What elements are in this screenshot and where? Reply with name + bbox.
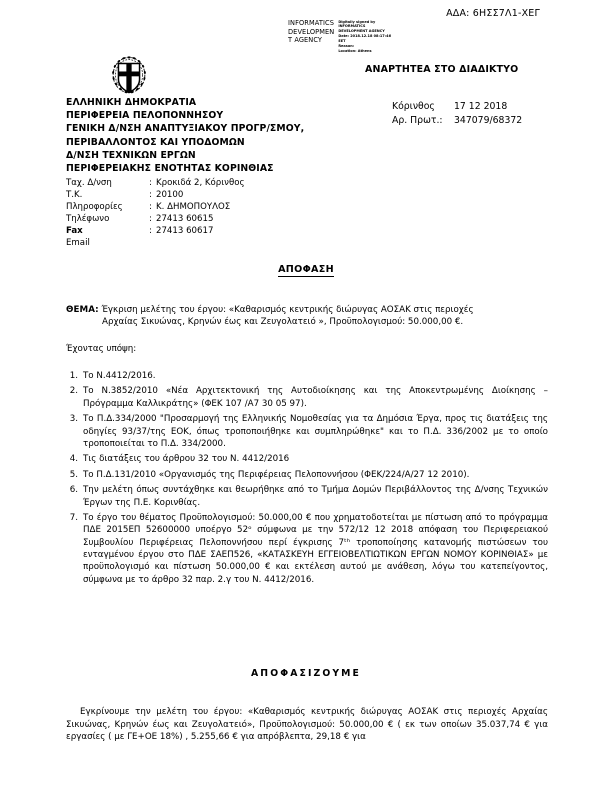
contact-label: Πληροφορίες (66, 202, 123, 213)
hellenic-republic-coat-of-arms-icon (107, 52, 151, 98)
subject-label: ΘΕΜΑ: (66, 305, 99, 315)
list-item-text: Το Ν.3852/2010 «Νέα Αρχιτεκτονική της Αυτοδιοίκησης και της Αποκεντρωμένης Διοίκησης – Πρόγραμμα Καλλικράτης» (ΦΕΚ 107 /Α7 30 05 97). (83, 386, 548, 409)
stamp-signature-details (338, 19, 391, 54)
list-item-number: 4. (69, 454, 78, 465)
list-item-number: 6. (69, 485, 78, 496)
list-item-text: Το Π.Δ.334/2000 "Προσαρμογή της Ελληνικής Νομοθεσίας για τα Δημόσια Έργα, προς τις διατάξεις της οδηγίες 93/37/της ΕΟΚ, όπως τροποποιήθηκε και συμπληρώθηκε" και το Π.Δ. 336/2002 με το οποίο τροποποιείται το Π.Δ. 334/2000. (83, 414, 548, 449)
contact-row (66, 189, 245, 201)
stamp-agency-line-3: T AGENCY (288, 36, 323, 45)
stamp-detail-line-1: Digitally signed by (338, 19, 376, 24)
list-item-text: Τις διατάξεις του άρθρου 32 του Ν. 4412/2016 (83, 454, 290, 465)
contact-separator: : (149, 202, 152, 213)
ada-code: ΑΔΑ: 6ΗΣΣ7Λ1-ΧΕΓ (446, 8, 540, 19)
list-item (66, 469, 548, 481)
list-item-number: 2. (69, 386, 78, 397)
page-title-text: ΑΠΟΦΑΣΗ (278, 264, 334, 275)
list-item (66, 370, 548, 382)
considerations-list (66, 370, 548, 589)
contact-value: 27413 60617 (156, 226, 214, 237)
authority-header (66, 96, 304, 175)
contact-value: Κ. ΔΗΜΟΠΟΥΛΟΣ (156, 202, 231, 213)
list-item-text: Την μελέτη όπως συντάχθηκε και θεωρήθηκε από το Τμήμα Δομών Περιβάλλοντος της Δ/νσης Τεχνικών Έργων της Π.Ε. Κορινθίας. (83, 485, 548, 508)
contact-details (66, 177, 245, 250)
list-item-number: 5. (69, 469, 78, 480)
stamp-detail-line-2: INFORMATICS (338, 24, 366, 29)
stamp-detail-line-3: DEVELOPMENT AGENCY (338, 29, 385, 34)
contact-row (66, 237, 245, 249)
protocol-number: 347079/68372 (454, 115, 523, 126)
stamp-detail-line-5: EET (338, 39, 346, 44)
contact-value: 20100 (156, 190, 184, 201)
contact-label: Τηλέφωνο (66, 214, 110, 225)
contact-separator: : (149, 178, 152, 188)
stamp-detail-line-6: Reason: (338, 44, 355, 49)
issue-place: Κόρινθος (392, 101, 435, 112)
authority-line-4: ΠΕΡΙΒΑΛΛΟΝΤΟΣ ΚΑΙ ΥΠΟΔΟΜΩΝ (66, 136, 245, 148)
preamble-text: Έχοντας υπόψη: (66, 344, 137, 354)
authority-line-5: Δ/ΝΣΗ ΤΕΧΝΙΚΩΝ ΕΡΓΩΝ (66, 149, 196, 161)
list-item (66, 413, 548, 450)
contact-label: Email (66, 238, 90, 249)
contact-row (66, 213, 245, 225)
contact-value: 27413 60615 (156, 214, 214, 225)
contact-row (66, 225, 245, 237)
subject-block (66, 304, 548, 329)
contact-separator (149, 237, 156, 249)
digital-signature-stamp (288, 19, 391, 54)
stamp-detail-line-7: Location: Athens (338, 49, 372, 54)
contact-separator: : (149, 226, 152, 237)
authority-line-1: ΕΛΛΗΝΙΚΗ ΔΗΜΟΚΡΑΤΙΑ (66, 97, 197, 108)
contact-separator: : (149, 214, 152, 225)
list-item-text: Το Π.Δ.131/2010 «Οργανισμός της Περιφέρειας Πελοποννήσου (ΦΕΚ/224/Α/27 12 2010). (83, 469, 470, 480)
list-item-text: Το Ν.4412/2016. (83, 371, 156, 381)
list-item-number: 3. (69, 414, 78, 425)
subject-text-line-2: Αρχαίας Σικυώνας, Κρηνών έως και Ζευγολατειό », Προϋπολογισμού: 50.000,00 €. (102, 317, 464, 328)
list-item-number: 1. (69, 371, 78, 381)
contact-label: Fax (66, 226, 83, 237)
stamp-agency-line-2: DEVELOPMEN (288, 27, 335, 36)
decision-paragraph-text: Εγκρίνουμε την μελέτη του έργου: «Καθαρισμός κεντρικής διώρυγας ΑΟΣΑΚ στις περιοχές Αρχαίας Σικυώνας, Κρηνών έως και Ζευγολατειό», Προϋπολογισμού: 50.000,00 € ( εκ των οποίων 35.037,74 € για εργασίες ( με ΓΕ+ΟΕ 18%) , 5.255,66 € για απρόβλεπτα, 29,18 € για (66, 707, 548, 743)
issue-date: 17 12 2018 (454, 101, 508, 112)
list-item (66, 453, 548, 465)
contact-row (66, 177, 245, 189)
list-item (66, 484, 548, 509)
document-metadata (392, 100, 522, 128)
list-item-number: 7. (69, 513, 78, 523)
stamp-agency-name (288, 19, 334, 45)
authority-line-3: ΓΕΝΙΚΗ Δ/ΝΣΗ ΑΝΑΠΤΥΞΙΑΚΟΥ ΠΡΟΓΡ/ΣΜΟΥ, (66, 123, 305, 135)
protocol-label: Αρ. Πρωτ.: (392, 115, 443, 126)
contact-value: Κροκιδά 2, Κόρινθος (156, 178, 245, 188)
resolution-title: ΑΠΟΦΑΣΙΖΟΥΜΕ (251, 668, 361, 679)
authority-line-6: ΠΕΡΙΦΕΡΕΙΑΚΗΣ ΕΝΟΤΗΤΑΣ ΚΟΡΙΝΘΙΑΣ (66, 163, 274, 175)
stamp-agency-line-1: INFORMATICS (288, 19, 334, 27)
contact-row (66, 201, 245, 213)
page-title (0, 264, 612, 275)
stamp-detail-line-4: Date: 2018.12.18 08:17:46 (338, 34, 392, 39)
contact-label: Ταχ. Δ/νση (66, 178, 112, 188)
list-item (66, 512, 548, 586)
authority-line-2: ΠΕΡΙΦΕΡΕΙΑ ΠΕΛΟΠΟΝΝΗΣΟΥ (66, 110, 224, 122)
contact-separator: : (149, 190, 152, 201)
list-item (66, 385, 548, 410)
protocol-row (392, 114, 522, 128)
list-item-text: Το έργο του θέματος Προϋπολογισμού: 50.000,00 € που χρηματοδοτείται με πίστωση από το πρόγραμμα ΠΔΕ 2015ΕΠ 52600000 υποέργο 52ᵒ σύμφωνα με την 572/12 12 2018 απόφαση του Περιφερειακού Συμβουλίου Περιφέρειας Πελοποννήσου περί έγκρισης 7ᵗʰ τροποποίησης κατανομής πιστώσεων του ενταγμένου έργου στο ΠΔΕ ΣΑΕΠ526, «ΚΑΤΑΣΚΕΥΗ ΕΓΓΕΙΟΒΕΛΤΙΩΤΙΚΩΝ ΕΡΓΩΝ ΝΟΜΟΥ ΚΟΡΙΝΘΙΑΣ» με προϋπολογισμό και πίστωση 50.000,00 € και εκτέλεση αυτού με ανάθεση, λόγω του κατεπείγοντος, σύμφωνα με το άρθρο 32 παρ. 2.γ του Ν. 4412/2016. (83, 513, 548, 585)
issue-place-date-row (392, 100, 522, 114)
contact-label: Τ.Κ. (66, 190, 83, 201)
subject-text-line-1: Έγκριση μελέτης του έργου: «Καθαρισμός κεντρικής διώρυγας ΑΟΣΑΚ στις περιοχές (101, 305, 474, 315)
publication-notice: ΑΝΑΡΤΗΤΕΑ ΣΤΟ ΔΙΑΔΙΚΤΥΟ (365, 64, 519, 75)
decision-paragraph (66, 706, 548, 744)
subject-first-line (66, 304, 548, 316)
